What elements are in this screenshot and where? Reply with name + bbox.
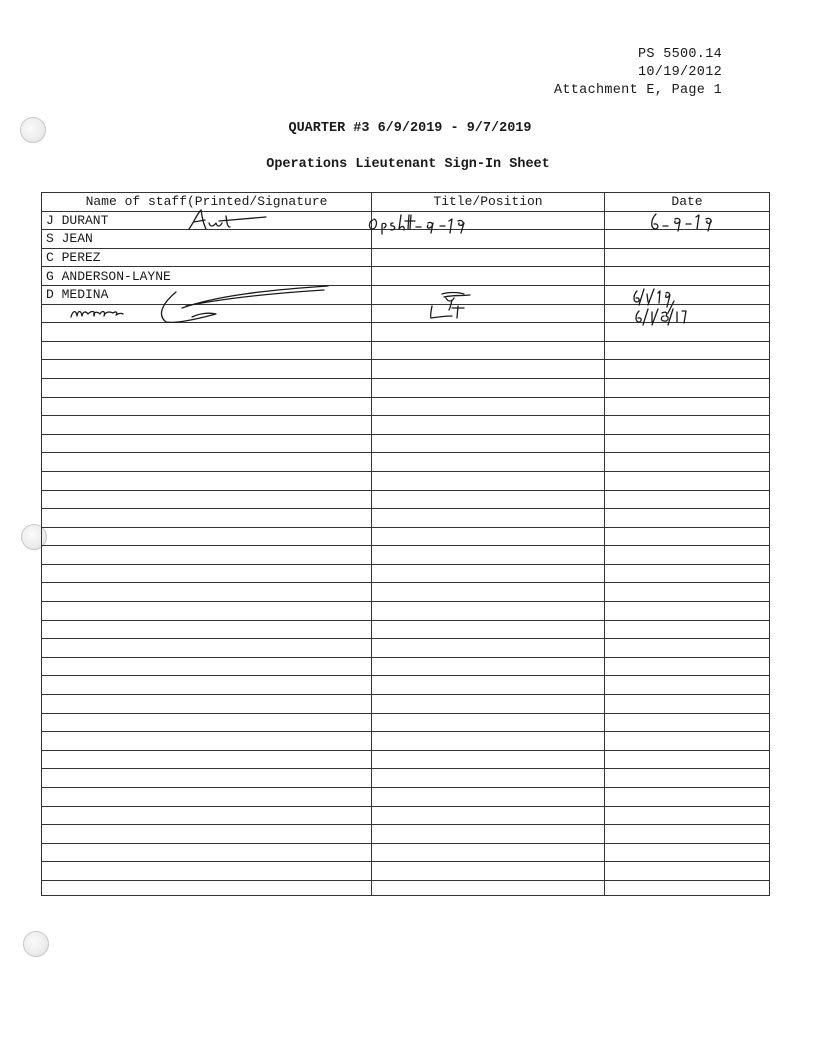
table-row-blank bbox=[42, 825, 770, 844]
staff-title-blank bbox=[372, 769, 605, 788]
table-row-blank bbox=[42, 620, 770, 639]
staff-name-blank bbox=[42, 880, 372, 895]
staff-name: J DURANT bbox=[42, 211, 372, 230]
staff-name-blank bbox=[42, 602, 372, 621]
table-row-blank bbox=[42, 564, 770, 583]
table-row-blank bbox=[42, 527, 770, 546]
staff-title-blank bbox=[372, 509, 605, 528]
table-row-blank bbox=[42, 490, 770, 509]
staff-title-blank bbox=[372, 620, 605, 639]
staff-name: D MEDINA bbox=[42, 285, 372, 304]
table-row-blank bbox=[42, 509, 770, 528]
sign-date-blank bbox=[605, 713, 770, 732]
staff-name: G ANDERSON-LAYNE bbox=[42, 267, 372, 286]
staff-title-blank bbox=[372, 304, 605, 323]
sign-date-blank bbox=[605, 416, 770, 435]
staff-name-blank bbox=[42, 862, 372, 881]
sheet-title: Operations Lieutenant Sign-In Sheet bbox=[266, 157, 550, 172]
staff-title-blank bbox=[372, 583, 605, 602]
sign-date-blank bbox=[605, 378, 770, 397]
sign-date-blank bbox=[605, 434, 770, 453]
staff-title-blank bbox=[372, 602, 605, 621]
table-row bbox=[42, 267, 770, 286]
column-header-title: Title/Position bbox=[372, 193, 605, 212]
staff-title-blank bbox=[372, 862, 605, 881]
quarter-title: QUARTER #3 6/9/2019 - 9/7/2019 bbox=[288, 121, 532, 136]
table-row-blank bbox=[42, 657, 770, 676]
table-row-blank bbox=[42, 769, 770, 788]
staff-title-blank bbox=[372, 416, 605, 435]
staff-name-blank bbox=[42, 453, 372, 472]
staff-name-blank bbox=[42, 341, 372, 360]
table-row-blank bbox=[42, 788, 770, 807]
sign-date-blank bbox=[605, 509, 770, 528]
sign-date-blank bbox=[605, 695, 770, 714]
staff-name-blank bbox=[42, 769, 372, 788]
staff-name-blank bbox=[42, 639, 372, 658]
table-row-blank bbox=[42, 695, 770, 714]
staff-title-blank bbox=[372, 527, 605, 546]
staff-title-blank bbox=[372, 546, 605, 565]
sign-date bbox=[605, 285, 770, 304]
table-row-blank bbox=[42, 806, 770, 825]
staff-title bbox=[372, 248, 605, 267]
staff-name-blank bbox=[42, 620, 372, 639]
staff-name-blank bbox=[42, 323, 372, 342]
sign-date-blank bbox=[605, 397, 770, 416]
staff-title-blank bbox=[372, 880, 605, 895]
staff-name-blank bbox=[42, 676, 372, 695]
sign-date-blank bbox=[605, 546, 770, 565]
staff-title-blank bbox=[372, 360, 605, 379]
sign-date-blank bbox=[605, 825, 770, 844]
sign-date bbox=[605, 267, 770, 286]
staff-name-blank bbox=[42, 304, 372, 323]
table-row bbox=[42, 285, 770, 304]
staff-title-blank bbox=[372, 341, 605, 360]
sign-date-blank bbox=[605, 453, 770, 472]
staff-title-blank bbox=[372, 676, 605, 695]
doc-date: 10/19/2012 bbox=[637, 65, 722, 80]
staff-name-blank bbox=[42, 416, 372, 435]
table-row-blank bbox=[42, 732, 770, 751]
sign-date-blank bbox=[605, 602, 770, 621]
sign-date-blank bbox=[605, 323, 770, 342]
sign-date-blank bbox=[605, 583, 770, 602]
staff-name-blank bbox=[42, 695, 372, 714]
sign-date-blank bbox=[605, 471, 770, 490]
staff-title-blank bbox=[372, 825, 605, 844]
staff-name-blank bbox=[42, 434, 372, 453]
table-row bbox=[42, 211, 770, 230]
staff-name-blank bbox=[42, 825, 372, 844]
table-row-blank bbox=[42, 639, 770, 658]
staff-name-blank bbox=[42, 583, 372, 602]
table-row-blank bbox=[42, 416, 770, 435]
attachment-label: Attachment E, Page 1 bbox=[553, 83, 722, 98]
staff-title bbox=[372, 267, 605, 286]
staff-name: S JEAN bbox=[42, 230, 372, 249]
staff-name-blank bbox=[42, 509, 372, 528]
sign-date-blank bbox=[605, 527, 770, 546]
table-row-blank bbox=[42, 583, 770, 602]
table-row-blank bbox=[42, 471, 770, 490]
staff-title bbox=[372, 285, 605, 304]
table-header-row bbox=[42, 193, 770, 212]
staff-name-blank bbox=[42, 490, 372, 509]
staff-title-blank bbox=[372, 806, 605, 825]
sign-date-blank bbox=[605, 788, 770, 807]
table-row-blank bbox=[42, 862, 770, 881]
table-row-blank bbox=[42, 750, 770, 769]
table-row-blank bbox=[42, 676, 770, 695]
sign-date-blank bbox=[605, 360, 770, 379]
table-row-blank bbox=[42, 843, 770, 862]
sign-in-table bbox=[41, 192, 770, 896]
document-header bbox=[554, 46, 722, 100]
sign-date-blank bbox=[605, 620, 770, 639]
staff-name-blank bbox=[42, 546, 372, 565]
sign-date-blank bbox=[605, 750, 770, 769]
punch-hole-bottom bbox=[23, 931, 49, 957]
staff-title-blank bbox=[372, 750, 605, 769]
table-row-blank bbox=[42, 341, 770, 360]
sign-date-blank bbox=[605, 862, 770, 881]
staff-title-blank bbox=[372, 788, 605, 807]
staff-title-blank bbox=[372, 695, 605, 714]
staff-name-blank bbox=[42, 527, 372, 546]
doc-number: PS 5500.14 bbox=[637, 47, 722, 62]
staff-name-blank bbox=[42, 806, 372, 825]
sign-date-blank bbox=[605, 806, 770, 825]
staff-title bbox=[372, 230, 605, 249]
staff-title-blank bbox=[372, 434, 605, 453]
sign-date-blank bbox=[605, 732, 770, 751]
staff-title-blank bbox=[372, 453, 605, 472]
sign-date-blank bbox=[605, 341, 770, 360]
punch-hole-top bbox=[20, 117, 46, 143]
table-row bbox=[42, 230, 770, 249]
sign-date bbox=[605, 230, 770, 249]
staff-name-blank bbox=[42, 657, 372, 676]
staff-title bbox=[372, 211, 605, 230]
staff-title-blank bbox=[372, 657, 605, 676]
column-header-name: Name of staff(Printed/Signature bbox=[42, 193, 372, 212]
table-row-blank bbox=[42, 546, 770, 565]
staff-title-blank bbox=[372, 490, 605, 509]
staff-title-blank bbox=[372, 378, 605, 397]
staff-title-blank bbox=[372, 323, 605, 342]
staff-name-blank bbox=[42, 843, 372, 862]
table-row-blank bbox=[42, 304, 770, 323]
sign-date-blank bbox=[605, 769, 770, 788]
column-header-date: Date bbox=[605, 193, 770, 212]
table-row-blank bbox=[42, 602, 770, 621]
staff-title-blank bbox=[372, 639, 605, 658]
table-row-blank bbox=[42, 323, 770, 342]
sign-date-blank bbox=[605, 639, 770, 658]
table-row-blank bbox=[42, 434, 770, 453]
staff-name-blank bbox=[42, 471, 372, 490]
sign-date bbox=[605, 248, 770, 267]
staff-name-blank bbox=[42, 788, 372, 807]
staff-title-blank bbox=[372, 564, 605, 583]
table-row-blank bbox=[42, 378, 770, 397]
sign-date-blank bbox=[605, 564, 770, 583]
staff-title-blank bbox=[372, 713, 605, 732]
sign-date bbox=[605, 211, 770, 230]
sign-date-blank bbox=[605, 843, 770, 862]
table-row-blank bbox=[42, 713, 770, 732]
staff-name-blank bbox=[42, 360, 372, 379]
staff-name-blank bbox=[42, 713, 372, 732]
staff-title-blank bbox=[372, 397, 605, 416]
sign-date-blank bbox=[605, 880, 770, 895]
staff-name-blank bbox=[42, 378, 372, 397]
staff-name-blank bbox=[42, 397, 372, 416]
staff-name-blank bbox=[42, 732, 372, 751]
sign-date-blank bbox=[605, 676, 770, 695]
table-row-blank bbox=[42, 453, 770, 472]
staff-name-blank bbox=[42, 750, 372, 769]
table-row bbox=[42, 248, 770, 267]
sign-date-blank bbox=[605, 657, 770, 676]
staff-name-blank bbox=[42, 564, 372, 583]
sign-date-blank bbox=[605, 490, 770, 509]
staff-title-blank bbox=[372, 843, 605, 862]
table-row-blank bbox=[42, 397, 770, 416]
table-row-blank bbox=[42, 880, 770, 895]
table-row-blank bbox=[42, 360, 770, 379]
staff-title-blank bbox=[372, 471, 605, 490]
sign-date-blank bbox=[605, 304, 770, 323]
staff-name: C PEREZ bbox=[42, 248, 372, 267]
staff-title-blank bbox=[372, 732, 605, 751]
